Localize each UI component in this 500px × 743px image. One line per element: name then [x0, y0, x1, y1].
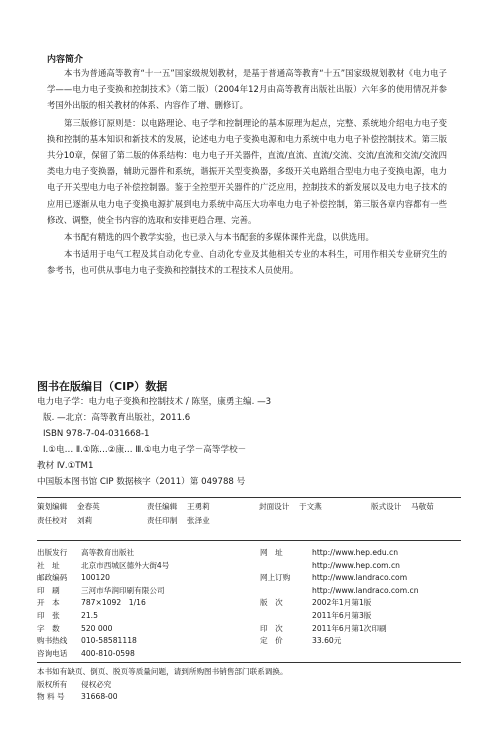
pub-label — [260, 560, 312, 573]
staff-value: 金春英 — [77, 502, 100, 511]
cip-line: 电力电子学：电力电子变换和控制技术 / 陈坚，康勇主编. —3 — [37, 397, 272, 407]
pub-value: 010-58581118 — [81, 636, 137, 646]
pub-label: 邮政编码 — [37, 573, 68, 583]
pub-value: 520 000 — [81, 623, 113, 633]
footer-label: 物 料 号 — [37, 692, 65, 702]
pub-value: 787×1092 1/16 — [81, 598, 146, 608]
staff-label: 责任校对 — [37, 516, 68, 525]
pub-value: 400-810-0598 — [81, 648, 135, 658]
staff-credits — [37, 500, 461, 528]
staff-label: 责任印制 — [147, 516, 178, 525]
footer-value: 31668-00 — [81, 692, 118, 702]
quality-notice: 本书如有缺页、倒页、脱页等质量问题，请到所购图书销售部门联系调换。 — [37, 667, 288, 676]
staff-label: 责任编辑 — [147, 502, 178, 511]
staff-label: 版式设计 — [371, 502, 402, 511]
cip-record — [37, 394, 457, 490]
pub-label — [260, 585, 312, 598]
intro-paragraph: 本书为普通高等教育“十一五”国家级规划教材，是基于普通高等教育“十五”国家级规划教材《电力电子学——电力电子变换和控制技术》（第二版）（2004年12月由高等教育出版社出版）六年多的使用情况并参考国外出版的相关教材的体系、内容作了增、删修订。 — [47, 68, 447, 111]
pub-value: 2002年1月第1版 — [312, 598, 372, 608]
pub-value: 高等教育出版社 — [81, 548, 135, 557]
pub-label: 印 次 — [260, 623, 283, 633]
cip-line: Ⅰ.①电… Ⅱ.①陈…②康… Ⅲ.①电力电子学－高等学校－ — [43, 445, 247, 455]
pub-url: http://www.hep.com.cn — [312, 560, 400, 570]
cip-line: 版. —北京：高等教育出版社，2011.6 — [43, 413, 191, 423]
pub-label: 字 数 — [37, 623, 60, 633]
staff-value: 王勇莉 — [187, 502, 210, 511]
pub-value: 2011年6月第3版 — [312, 610, 372, 620]
publication-info-left — [37, 547, 169, 660]
pub-label: 版 次 — [260, 598, 283, 608]
pub-url: http://www.landraco.com.cn — [312, 585, 419, 595]
pub-label — [260, 610, 312, 623]
intro-paragraph: 本书配有精选的四个教学实验，也已录入与本书配套的多媒体课件光盘，以供选用。 — [64, 232, 374, 243]
pub-value: 21.5 — [81, 610, 98, 620]
pub-url: http://www.landraco.com — [312, 573, 408, 583]
intro-paragraph: 第三版修订原则是：以电路理论、电子学和控制理论的基本原理为起点，完整、系统地介绍电力电子变换和控制的基本知识和新技术的发展，论述电力电子变换电源和电力系统中电力电子补偿控制技术。第三版共分10章，保留了第二版的体系结构：电力电子开关器件，直流/直流、直流/交流、交流/直流和交流/交流四类电力电子变换器，辅助元器件和系统，谐振开关型变换器，多级开关电路组合型电力电子变换电源，电力电子开关型电力电子补偿控制器。鉴于全控型开关器件的广泛应用，控制技术的新发展以及电力电子技术的应用已逐渐从电力电子变换电源扩展到电力系统中高压大功率电力电子补偿控制，第三版各章内容都有一些修改、调整，使全书内容的选取和安排更趋合理、完善。 — [47, 117, 447, 225]
staff-label: 策划编辑 — [37, 502, 68, 511]
pub-value: 2011年6月第1次印刷 — [312, 623, 387, 633]
staff-value: 于文燕 — [299, 502, 322, 511]
pub-value: 北京市西城区德外大街4号 — [81, 560, 170, 570]
divider-rule — [37, 540, 461, 541]
publication-info-right — [260, 547, 419, 648]
pub-value: 三河市华润印刷有限公司 — [81, 585, 165, 595]
staff-value: 刘莉 — [77, 516, 93, 525]
pub-label: 购书热线 — [37, 636, 68, 646]
cip-line: 中国版本图书馆 CIP 数据核字（2011）第 049788 号 — [37, 477, 246, 487]
pub-label: 开 本 — [37, 598, 60, 608]
pub-value: 100120 — [81, 573, 110, 583]
cip-title: 图书在版编目（CIP）数据 — [37, 380, 168, 393]
divider-rule — [37, 497, 461, 498]
cip-line: ISBN 978-7-04-031668-1 — [43, 429, 150, 439]
footer-value: 侵权必究 — [81, 679, 112, 689]
footer-notice — [37, 666, 288, 704]
pub-value: 33.60元 — [312, 636, 342, 646]
intro-body — [47, 65, 447, 279]
staff-value: 马敬茹 — [411, 502, 434, 511]
divider-rule — [37, 662, 461, 663]
pub-url: http://www.hep.edu.cn — [312, 548, 399, 557]
pub-label: 咨询电话 — [37, 648, 68, 658]
pub-label: 印 张 — [37, 610, 60, 620]
pub-label: 社 址 — [37, 560, 60, 570]
intro-heading: 内容简介 — [47, 55, 84, 65]
pub-label: 定 价 — [260, 636, 283, 646]
pub-label: 网上订购 — [260, 573, 291, 583]
pub-label: 印 刷 — [37, 585, 60, 595]
staff-value: 张泽业 — [187, 516, 210, 525]
pub-label: 网 址 — [260, 548, 283, 557]
pub-label: 出版发行 — [37, 548, 68, 557]
cip-line: 教材 Ⅳ.①TM1 — [37, 461, 94, 471]
staff-label: 封面设计 — [259, 502, 290, 511]
intro-paragraph: 本书适用于电气工程及其自动化专业、自动化专业及其他相关专业的本科生，可用作相关专业研究生的参考书，也可供从事电力电子变换和控制技术的工程技术人员使用。 — [47, 249, 447, 276]
footer-label: 版权所有 — [37, 679, 68, 689]
